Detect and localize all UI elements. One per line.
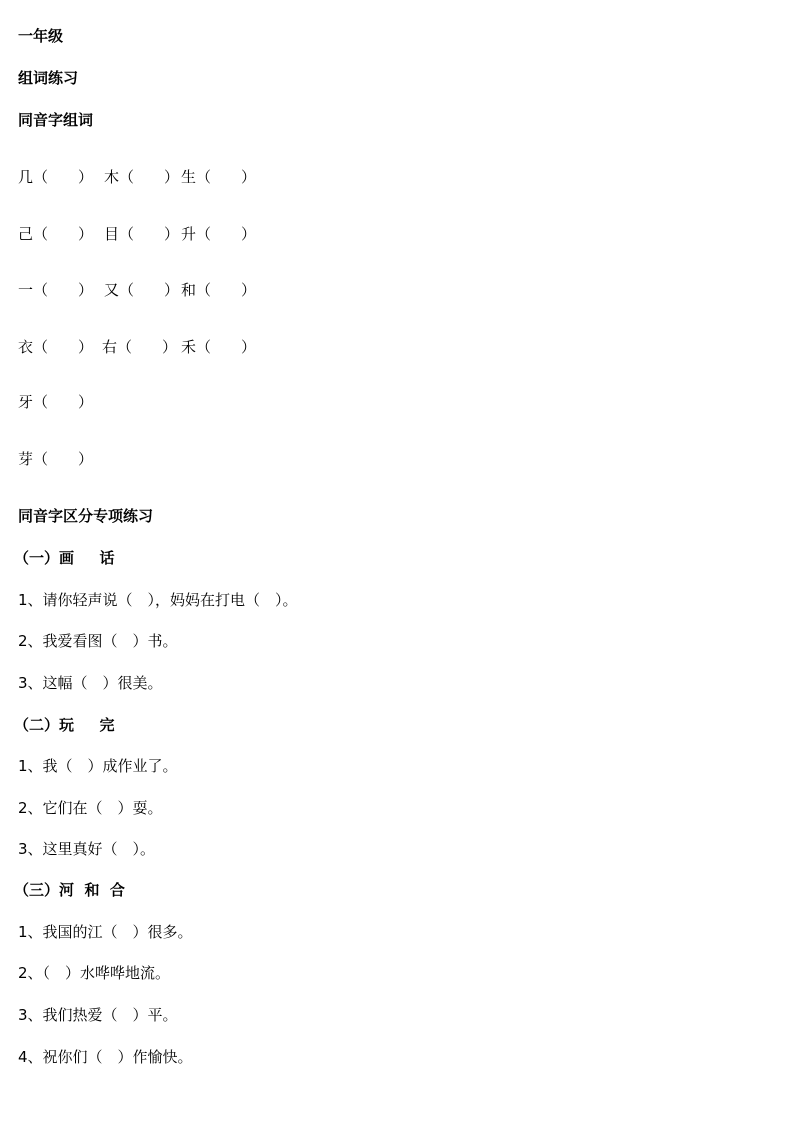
word-row [18,337,318,357]
group-label: （三）河 和 合 [14,881,125,899]
group-label: （一）画 话 [14,549,115,567]
exercise-item: 2、我爱看图（ ）书。 [18,632,178,650]
word-blank: 生（ ） [181,168,257,186]
word-row [18,224,318,244]
exercise-heading: 组词练习 [18,69,79,87]
word-blank: 几（ ） [18,168,94,186]
exercise-item: 4、祝你们（ ）作愉快。 [18,1048,193,1066]
word-blank: 芽（ ） [18,450,94,468]
exercise-item: 2、它们在（ ）耍。 [18,799,163,817]
exercise-item: 1、我国的江（ ）很多。 [18,923,193,941]
word-blank: 牙（ ） [18,393,94,411]
homophone-words-heading: 同音字组词 [18,111,94,129]
exercise-item: 3、我们热爱（ ）平。 [18,1006,178,1024]
word-blank: 禾（ ） [181,338,257,356]
word-blank: 木（ ） [104,168,180,186]
word-blank: 衣（ ） [18,338,94,356]
word-blank: 右（ ） [102,338,178,356]
exercise-item: 3、这里真好（ ）。 [18,840,156,858]
word-blank: 己（ ） [18,225,94,243]
exercise-item: 3、这幅（ ）很美。 [18,674,163,692]
word-row [18,167,318,187]
distinguish-heading: 同音字区分专项练习 [18,507,154,525]
word-blank: 又（ ） [104,281,180,299]
word-blank: 和（ ） [181,281,257,299]
word-row [18,280,318,300]
grade-heading: 一年级 [18,27,64,45]
word-blank: 升（ ） [181,225,257,243]
group-label: （二）玩 完 [14,716,115,734]
word-blank: 目（ ） [104,225,180,243]
word-row [18,449,318,469]
exercise-item: 1、我（ ）成作业了。 [18,757,178,775]
word-row [18,392,318,412]
word-blank: 一（ ） [18,281,94,299]
exercise-item: 1、请你轻声说（ ），妈妈在打电（ ）。 [18,591,298,609]
exercise-item: 2、（ ）水哗哗地流。 [18,964,171,982]
